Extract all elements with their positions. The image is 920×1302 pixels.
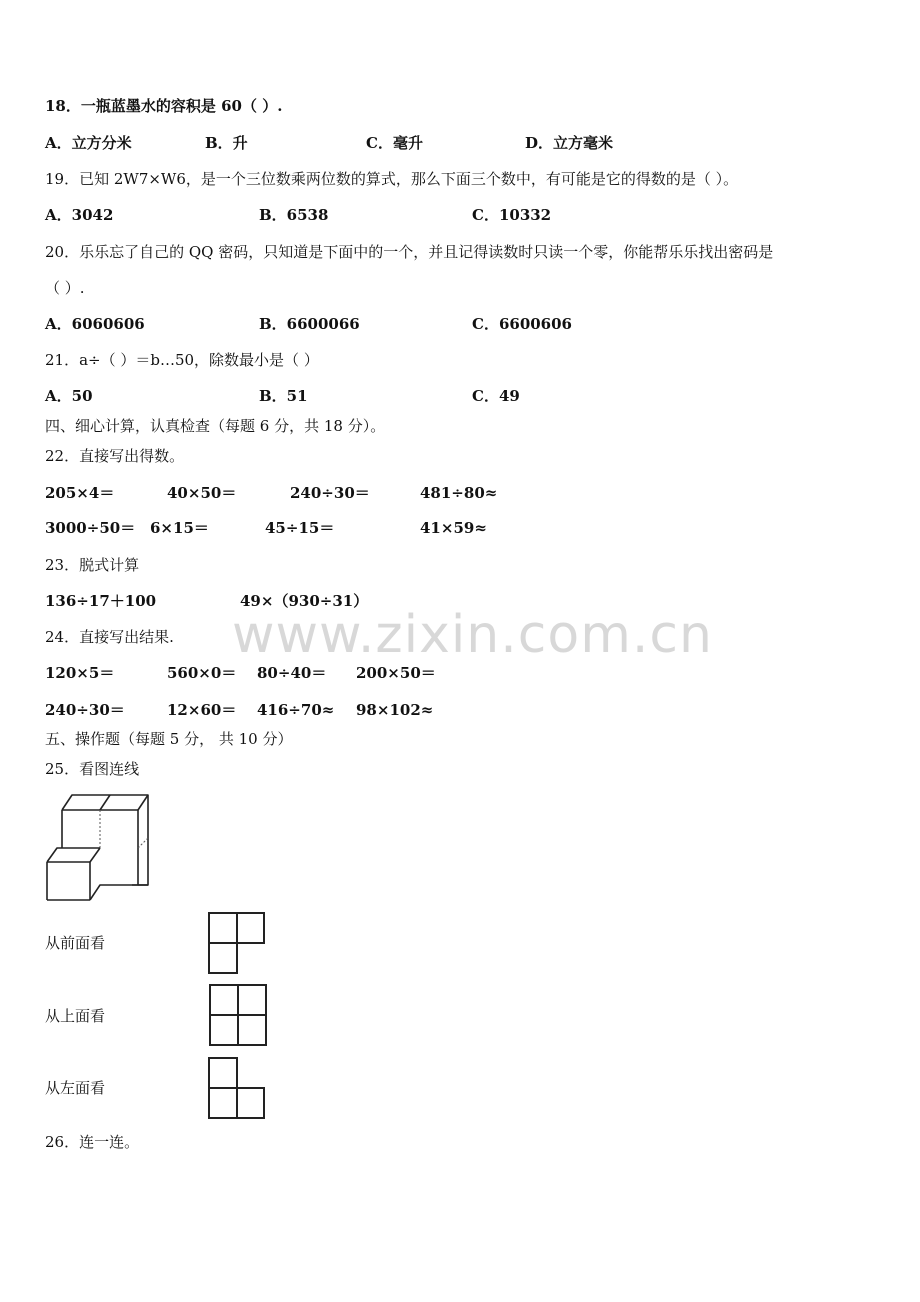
q24-expr: 416÷70≈ — [257, 701, 335, 719]
section-four-heading: 四、细心计算，认真检查（每题 6 分，共 18 分）。 — [45, 417, 386, 435]
q24-expr: 560×0＝ — [167, 664, 237, 682]
q20-option-a: A．6060606 — [45, 315, 145, 333]
q22-expr: 45÷15＝ — [265, 519, 335, 537]
q21-option-c: C．49 — [472, 387, 520, 405]
q22-expr: 240÷30＝ — [290, 484, 370, 502]
q18-option-a: A．立方分米 — [45, 134, 132, 152]
view-label-front: 从前面看 — [45, 934, 106, 952]
q20-option-c: C．6600606 — [472, 315, 572, 333]
q24-expr: 120×5＝ — [45, 664, 115, 682]
q19-stem: 19．已知 2W7×W6，是一个三位数乘两位数的算式，那么下面三个数中，有可能是它的得数的是（ ）。 — [45, 170, 739, 188]
q22-expr: 205×4＝ — [45, 484, 115, 502]
q18-stem: 18．一瓶蓝墨水的容积是 60（ ）. — [45, 97, 283, 115]
section-five-heading: 五、操作题（每题 5 分， 共 10 分） — [45, 730, 293, 748]
q22-expr: 3000÷50＝ — [45, 519, 136, 537]
q26-stem: 26．连一连。 — [45, 1133, 140, 1151]
q21-option-b: B．51 — [259, 387, 308, 405]
q24-expr: 80÷40＝ — [257, 664, 327, 682]
view-diagram-3 — [208, 1057, 266, 1121]
view-label-left: 从左面看 — [45, 1079, 106, 1097]
q25-stem: 25．看图连线 — [45, 760, 140, 778]
q24-expr: 240÷30＝ — [45, 701, 125, 719]
q19-option-c: C．10332 — [472, 206, 552, 224]
q23-stem: 23．脱式计算 — [45, 556, 140, 574]
q24-expr: 98×102≈ — [356, 701, 434, 719]
q21-stem: 21．a÷（ ）＝b…50，除数最小是（ ） — [45, 351, 319, 369]
view-diagram-2 — [209, 984, 269, 1048]
q22-expr: 40×50＝ — [167, 484, 237, 502]
q20-stem: 20．乐乐忘了自己的 QQ 密码，只知道是下面中的一个，并且记得读数时只读一个零，你能帮乐乐找出密码是 — [45, 243, 774, 261]
view-label-top: 从上面看 — [45, 1007, 106, 1025]
q22-stem: 22．直接写出得数。 — [45, 447, 185, 465]
q18-option-b: B．升 — [205, 134, 248, 152]
view-diagram-1 — [208, 912, 266, 976]
q20-option-b: B．6600066 — [259, 315, 360, 333]
q23-expr: 49×（930÷31） — [240, 592, 369, 610]
q18-option-c: C．毫升 — [366, 134, 423, 152]
q24-stem: 24．直接写出结果. — [45, 628, 174, 646]
q24-expr: 200×50＝ — [356, 664, 436, 682]
q19-option-a: A．3042 — [45, 206, 114, 224]
q21-option-a: A．50 — [45, 387, 93, 405]
cube-stack-figure — [42, 790, 154, 906]
q19-option-b: B．6538 — [259, 206, 329, 224]
q23-expr: 136÷17＋100 — [45, 592, 157, 610]
q22-expr: 481÷80≈ — [420, 484, 498, 502]
q24-expr: 12×60＝ — [167, 701, 237, 719]
q22-expr: 41×59≈ — [420, 519, 487, 537]
watermark: www.zixin.com.cn — [232, 605, 713, 665]
q22-expr: 6×15＝ — [150, 519, 209, 537]
q20-stem-blank: （ ）. — [45, 279, 85, 297]
q18-option-d: D．立方毫米 — [525, 134, 614, 152]
